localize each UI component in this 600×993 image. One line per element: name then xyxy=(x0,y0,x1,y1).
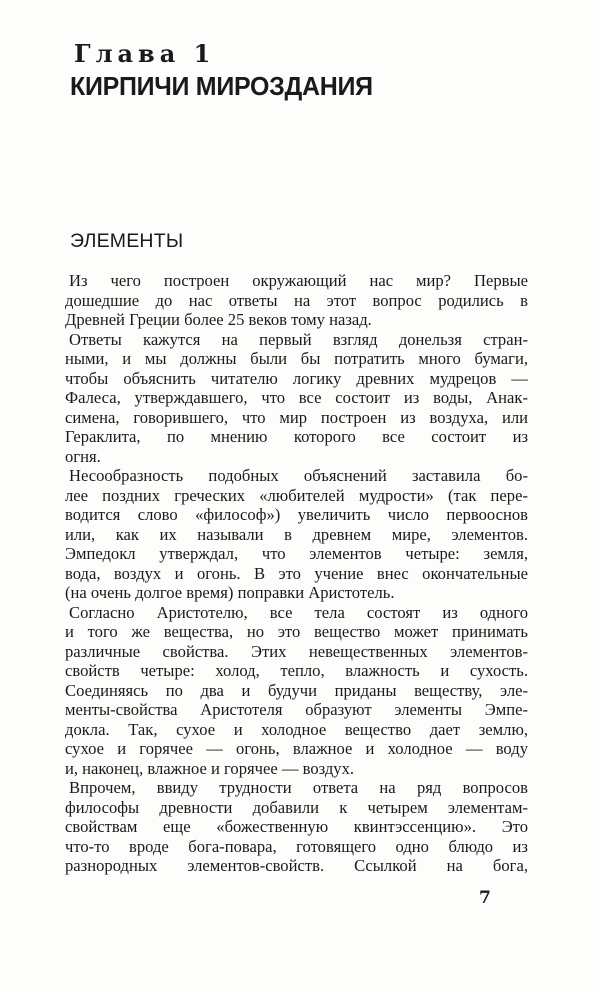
paragraph-2 xyxy=(65,330,528,467)
text-line: Гераклита, по мнению которого все состоит из xyxy=(65,427,528,446)
text-line: водится слово «философ») увеличить число первооснов xyxy=(65,505,528,524)
text-line: сухое и горячее — огонь, влажное и холодное — воду xyxy=(65,739,528,758)
text-line: менты-свойства Аристотеля образуют элементы Эмпе- xyxy=(65,700,528,719)
text-line: вода, воздух и огонь. В это учение внес окончательные xyxy=(65,563,528,583)
text-line: лее поздних греческих «любителей мудрости» (так пере- xyxy=(65,485,528,505)
text-line: Согласно Аристотелю, все тела состоят из одного xyxy=(69,602,528,622)
text-line: ными, и мы должны были бы потратить много бумаги, xyxy=(65,349,528,368)
paragraph-4 xyxy=(65,603,528,779)
text-line: докла. Так, сухое и холодное вещество дает землю, xyxy=(65,719,528,739)
text-line: Соединяясь по два и будучи приданы веществу, эле- xyxy=(65,680,528,700)
text-line: симена, говорившего, что мир построен из воздуха, или xyxy=(65,407,528,427)
text-line: Несообразность подобных объяснений заставила бо- xyxy=(69,466,528,485)
text-line: различные свойства. Этих невещественных элементов- xyxy=(65,641,528,661)
text-line: свойств четыре: холод, тепло, влажность и сухость. xyxy=(65,661,528,680)
text-line: Впрочем, ввиду трудности ответа на ряд вопросов xyxy=(69,778,528,797)
text-line: Из чего построен окружающий нас мир? Первые xyxy=(69,271,528,290)
text-line: чтобы объяснить читателю логику древних мудрецов — xyxy=(65,368,528,388)
text-line: огня. xyxy=(65,446,101,466)
text-line: Древней Греции более 25 веков тому назад. xyxy=(65,310,372,329)
chapter-label: Глава 1 xyxy=(74,39,216,68)
text-line: что-то вроде бога-повара, готовящего одно блюдо из xyxy=(65,836,528,856)
paragraph-1 xyxy=(65,271,528,330)
text-line: (на очень долгое время) поправки Аристотель. xyxy=(65,583,395,602)
body-text xyxy=(65,271,528,876)
text-line: дошедшие до нас ответы на этот вопрос родились в xyxy=(65,290,528,310)
text-line: философы древности добавили к четырем элементам- xyxy=(65,797,528,817)
text-line: и того же вещества, но это вещество может принимать xyxy=(65,622,528,641)
text-line: свойствам еще «божественную квинтэссенцию». Это xyxy=(65,817,528,836)
section-heading: ЭЛЕМЕНТЫ xyxy=(70,230,184,252)
page-number: 7 xyxy=(479,888,491,908)
paragraph-3 xyxy=(65,466,528,603)
text-line: и, наконец, влажное и горячее — воздух. xyxy=(65,758,355,778)
text-line: Фалеса, утверждавшего, что все состоит из воды, Анак- xyxy=(65,388,528,407)
text-line: или, как их называли в древнем мире, элементов. xyxy=(65,524,528,544)
chapter-title: КИРПИЧИ МИРОЗДАНИЯ xyxy=(70,71,373,101)
text-line: разнородных элементов-свойств. Ссылкой на бога, xyxy=(65,856,528,875)
text-line: Ответы кажутся на первый взгляд донельзя стран- xyxy=(69,329,528,349)
paragraph-5 xyxy=(65,778,528,876)
text-line: Эмпедокл утверждал, что элементов четыре: земля, xyxy=(65,544,528,563)
